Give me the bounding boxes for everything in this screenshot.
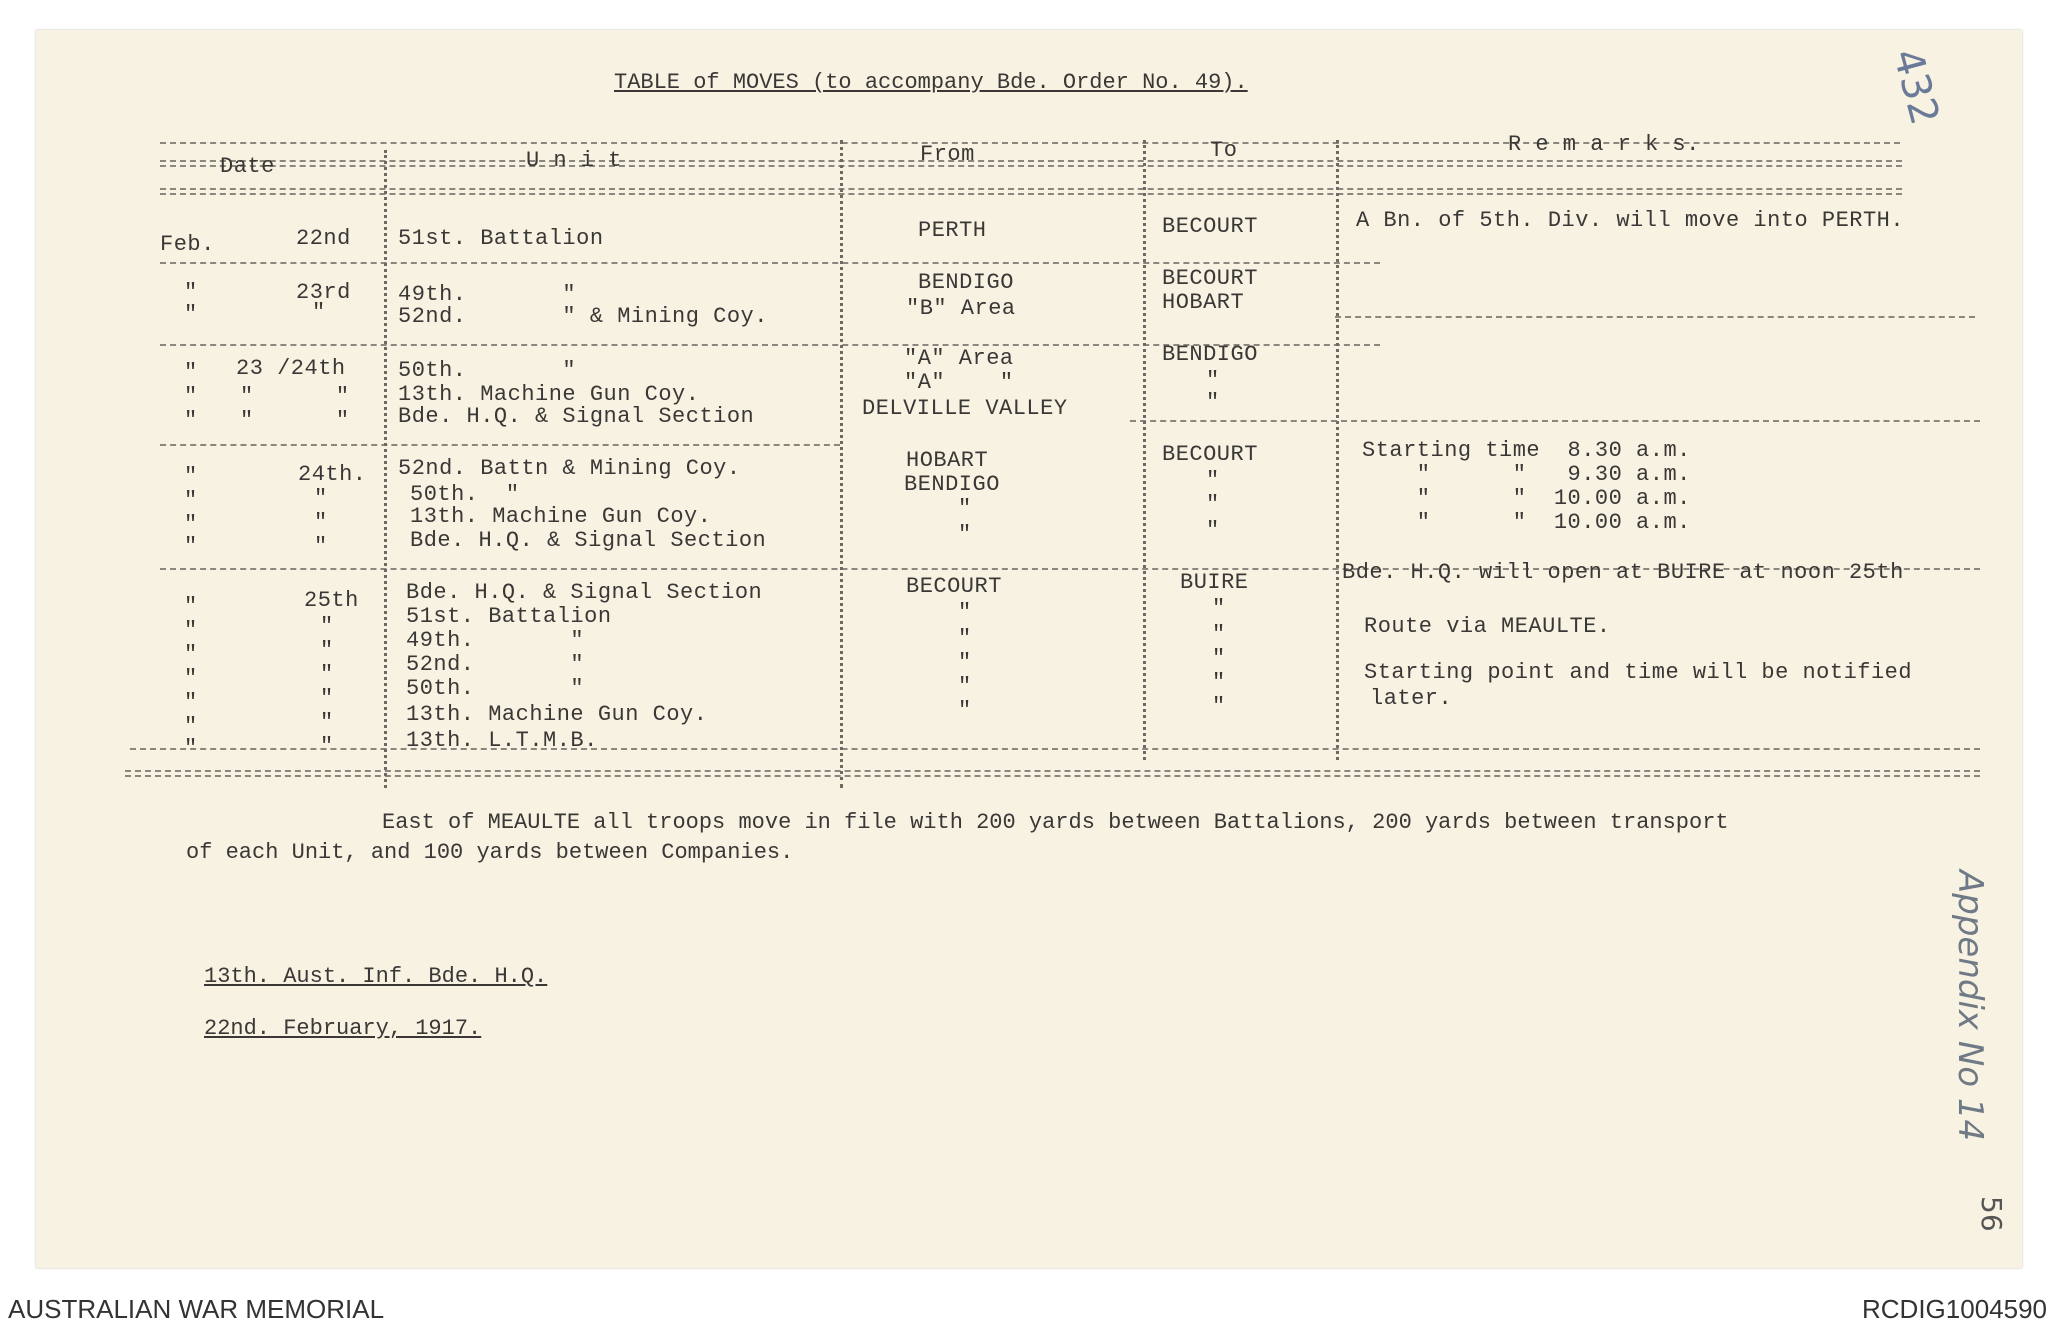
cell-day: ": [320, 686, 334, 711]
cell-month: ": [184, 488, 198, 513]
cell-month: ": [184, 534, 198, 559]
cell-to: ": [1206, 390, 1220, 415]
cell-month: ": [184, 360, 198, 385]
header-date: Date: [220, 154, 275, 179]
footer-archive: AUSTRALIAN WAR MEMORIAL: [8, 1294, 385, 1324]
cell-from: "B" Area: [906, 296, 1016, 321]
cell-to: ": [1212, 596, 1226, 621]
cell-unit: 51st. Battalion: [406, 604, 612, 629]
cell-remarks: " " 10.00 a.m.: [1362, 510, 1691, 535]
cell-day: 23rd: [296, 280, 351, 305]
cell-to: BECOURT: [1162, 266, 1258, 291]
cell-day: " ": [240, 408, 350, 433]
cell-unit: 49th. ": [398, 282, 577, 307]
cell-unit: 50th. ": [410, 482, 520, 507]
cell-unit: 52nd. ": [406, 652, 585, 677]
cell-from: ": [958, 674, 972, 699]
cell-to: HOBART: [1162, 290, 1245, 315]
cell-from: ": [958, 496, 972, 521]
cell-month: ": [184, 736, 198, 761]
cell-month: Feb.: [160, 232, 215, 257]
cell-month: ": [184, 512, 198, 537]
cell-day: ": [314, 534, 328, 559]
row-rule: [160, 444, 840, 446]
cell-to: ": [1206, 492, 1220, 517]
cell-remarks: Bde. H.Q. will open at BUIRE at noon 25th: [1342, 560, 1904, 585]
cell-remarks: Starting point and time will be notified: [1364, 660, 1913, 685]
cell-to: ": [1206, 468, 1220, 493]
cell-unit: Bde. H.Q. & Signal Section: [398, 404, 755, 429]
cell-remarks: " " 9.30 a.m.: [1362, 462, 1691, 487]
cell-day: ": [320, 614, 334, 639]
cell-from: BENDIGO: [918, 270, 1014, 295]
page-number: 432: [1883, 44, 1948, 130]
cell-month: ": [184, 280, 198, 305]
cell-unit: 50th. ": [406, 676, 585, 701]
cell-month: ": [184, 690, 198, 715]
cell-from: "A" Area: [904, 346, 1014, 371]
cell-remarks: Starting time 8.30 a.m.: [1362, 438, 1691, 463]
cell-from: BENDIGO: [904, 472, 1000, 497]
cell-unit: 50th. ": [398, 358, 577, 383]
cell-unit: 49th. ": [406, 628, 585, 653]
signature-date: 22nd. February, 1917.: [204, 1016, 482, 1041]
cell-unit: Bde. H.Q. & Signal Section: [410, 528, 767, 553]
cell-remarks: " " 10.00 a.m.: [1362, 486, 1691, 511]
column-divider: [840, 140, 843, 788]
header-unit: U n i t: [526, 148, 622, 173]
cell-day: 24th.: [298, 462, 367, 487]
folio-number: 56: [1975, 1196, 2008, 1232]
cell-to: BUIRE: [1180, 570, 1249, 595]
header-remarks: R e m a r k s.: [1508, 132, 1700, 157]
appendix-label: Appendix No 14: [1950, 870, 1990, 1142]
cell-day: 23 /24th: [236, 356, 346, 381]
movement-note: [186, 808, 1729, 868]
document-title: TABLE of MOVES (to accompany Bde. Order No. 49).: [614, 70, 1248, 95]
header-from: From: [920, 142, 975, 167]
header-to: To: [1210, 138, 1238, 163]
cell-from: ": [958, 650, 972, 675]
cell-month: ": [184, 666, 198, 691]
cell-from: HOBART: [906, 448, 989, 473]
column-divider: [1143, 140, 1146, 760]
cell-to: BECOURT: [1162, 214, 1258, 239]
cell-day: 25th: [304, 588, 359, 613]
row-rule: [1130, 420, 1980, 422]
cell-remarks: later.: [1370, 686, 1453, 711]
cell-month: ": [184, 408, 198, 433]
cell-to: ": [1206, 368, 1220, 393]
table-bottom-rule: [125, 770, 1980, 777]
cell-unit: 13th. Machine Gun Coy.: [398, 382, 700, 407]
footer-identifier: RCDIG1004590: [1862, 1294, 2047, 1324]
cell-month: ": [184, 464, 198, 489]
cell-from: BECOURT: [906, 574, 1002, 599]
cell-month: ": [184, 618, 198, 643]
cell-unit: 51st. Battalion: [398, 226, 604, 251]
cell-remarks: A Bn. of 5th. Div. will move into PERTH.: [1356, 208, 1905, 233]
cell-day: ": [314, 486, 328, 511]
cell-remarks: Route via MEAULTE.: [1364, 614, 1611, 639]
column-divider: [384, 150, 387, 788]
signature-unit: 13th. Aust. Inf. Bde. H.Q.: [204, 964, 548, 989]
cell-to: ": [1206, 518, 1220, 543]
row-rule: [1335, 316, 1975, 318]
cell-day: ": [320, 662, 334, 687]
cell-from: ": [958, 522, 972, 547]
cell-to: ": [1212, 694, 1226, 719]
cell-month: ": [184, 302, 198, 327]
cell-day: ": [314, 510, 328, 535]
note-line: East of MEAULTE all troops move in file with 200 yards between Battalions, 200 yards between transport: [382, 810, 1729, 835]
cell-day: ": [320, 638, 334, 663]
cell-day: 22nd: [296, 226, 351, 251]
cell-to: ": [1212, 670, 1226, 695]
cell-unit: 52nd. Battn & Mining Coy.: [398, 456, 741, 481]
cell-month: ": [184, 714, 198, 739]
header-bottom-rule: [160, 188, 1902, 195]
column-divider: [1336, 140, 1339, 760]
cell-month: ": [184, 642, 198, 667]
note-line: of each Unit, and 100 yards between Companies.: [186, 840, 794, 865]
cell-unit: 52nd. " & Mining Coy.: [398, 304, 768, 329]
cell-from: PERTH: [918, 218, 987, 243]
cell-day: ": [312, 300, 326, 325]
cell-from: ": [958, 698, 972, 723]
cell-from: ": [958, 626, 972, 651]
cell-from: "A" ": [904, 370, 1014, 395]
cell-unit: Bde. H.Q. & Signal Section: [406, 580, 763, 605]
cell-day: ": [320, 710, 334, 735]
cell-unit: 13th. Machine Gun Coy.: [410, 504, 712, 529]
row-rule: [160, 262, 1380, 264]
cell-to: BECOURT: [1162, 442, 1258, 467]
cell-day: " ": [240, 384, 350, 409]
cell-to: BENDIGO: [1162, 342, 1258, 367]
cell-month: ": [184, 384, 198, 409]
cell-day: ": [320, 734, 334, 759]
cell-unit: 13th. Machine Gun Coy.: [406, 702, 708, 727]
cell-from: DELVILLE VALLEY: [862, 396, 1068, 421]
cell-to: ": [1212, 646, 1226, 671]
cell-month: ": [184, 594, 198, 619]
cell-to: ": [1212, 622, 1226, 647]
cell-unit: 13th. L.T.M.B.: [406, 728, 598, 753]
header-rule: [160, 160, 1902, 167]
cell-from: ": [958, 600, 972, 625]
